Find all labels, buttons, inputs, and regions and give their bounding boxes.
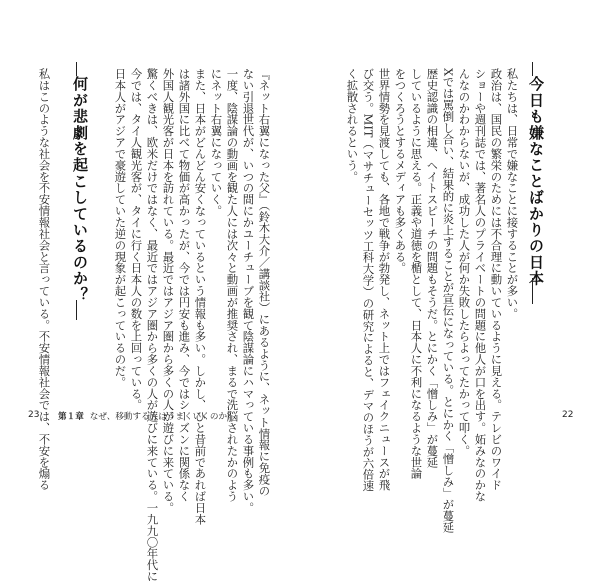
body-line: 歴史認識の相違、ヘイトスピーチの問題もそうだ。とにかく「憎しみ」が蔓延 [425, 68, 440, 468]
running-head [58, 410, 236, 422]
section-heading: 今日も嫌なことばかりの日本 [527, 76, 545, 287]
body-line: 私たちは、日常で嫌なことに接することが多い。 [505, 68, 520, 320]
body-line: 世界情勢を見渡しても、各地で戦争が勃発し、ネット上ではフェイクニュースが飛 [377, 68, 392, 491]
body-line: また、日本がどんどん安くなっているという情報も多い。しかし、ひと昔前であれば日本 [193, 68, 208, 525]
body-line: は諸外国に比べて物価が高かったが、今では円安も進み、今ではシーズンに関係なく [177, 68, 192, 502]
heading-rule-bottom [532, 278, 533, 304]
running-head-title: なぜ、移動する人はうまくいくのか？ [89, 412, 236, 422]
body-line: んなのかわからないが、成功した人が何か失敗したらよってたかって叩く。 [457, 68, 472, 457]
body-line: 外国人観光客が日本を訪れている。最近ではアジア圏から多くの人が遊びに来ている。 [161, 68, 176, 514]
body-line: 政治は、国民の繁栄のためには不合理に動いているように見える。テレビのワイド [489, 68, 504, 491]
body-line: 一度、陰謀論の動画を観た人には次々と動画が推奨され、まるで洗脳されたかのよう [225, 68, 240, 502]
body-line: ショーや週刊誌では、著名人のプライベートの問題に他人が口を出す。妬みなのかな [473, 68, 488, 502]
body-line: び交う。MIT（マサチューセッツ工科大学）の研究によると、デマのほうが六倍速 [361, 68, 376, 492]
running-head-chapter: 第１章 [58, 412, 84, 422]
body-line: 『ネット右翼になった父』（鈴木大介／講談社）にあるように、ネット情報に免疫の [257, 68, 272, 497]
body-line: にネット右翼になっていく。 [209, 68, 224, 217]
body-line: しているように思える。正義や道徳を楯として、日本人に不利になるような世論 [409, 68, 424, 480]
page-number: 22 [562, 410, 574, 420]
heading-rule-top [76, 62, 77, 76]
body-line: く拡散されるという。 [345, 68, 360, 183]
heading-rule-top [532, 62, 533, 76]
body-line: 私はこのような社会を不安情報社会と言っている。不安情報社会では、不安を煽る [37, 68, 52, 491]
body-line: 日本人がアジアで豪遊していた逆の現象が起こっているのだ。 [113, 68, 128, 388]
body-line: 驚くべきは、欧米だけではなく、最近ではアジア圏から多くの人が遊びに来ている。一九九〇年代に [145, 68, 160, 582]
section-heading: 何が悲劇を起こしているのか？ [71, 76, 89, 303]
body-line: Xでは罵倒し合い、結果的に炎上することが宣伝になっている。とにかく「憎しみ」が蔓延 [441, 68, 456, 533]
body-line: 今では、タイ人観光客が、タイに行く日本人の数を上回っている。 [129, 68, 144, 411]
body-line: をつくろうとするメディアも多くある。 [393, 68, 408, 274]
body-line: ない引退世代が、いつの間にかユーチューブを観て陰謀論にハマっている事例も多い。 [241, 68, 256, 514]
right-page [300, 0, 600, 533]
page-number: 23 [28, 410, 40, 420]
heading-rule-bottom [76, 300, 77, 320]
